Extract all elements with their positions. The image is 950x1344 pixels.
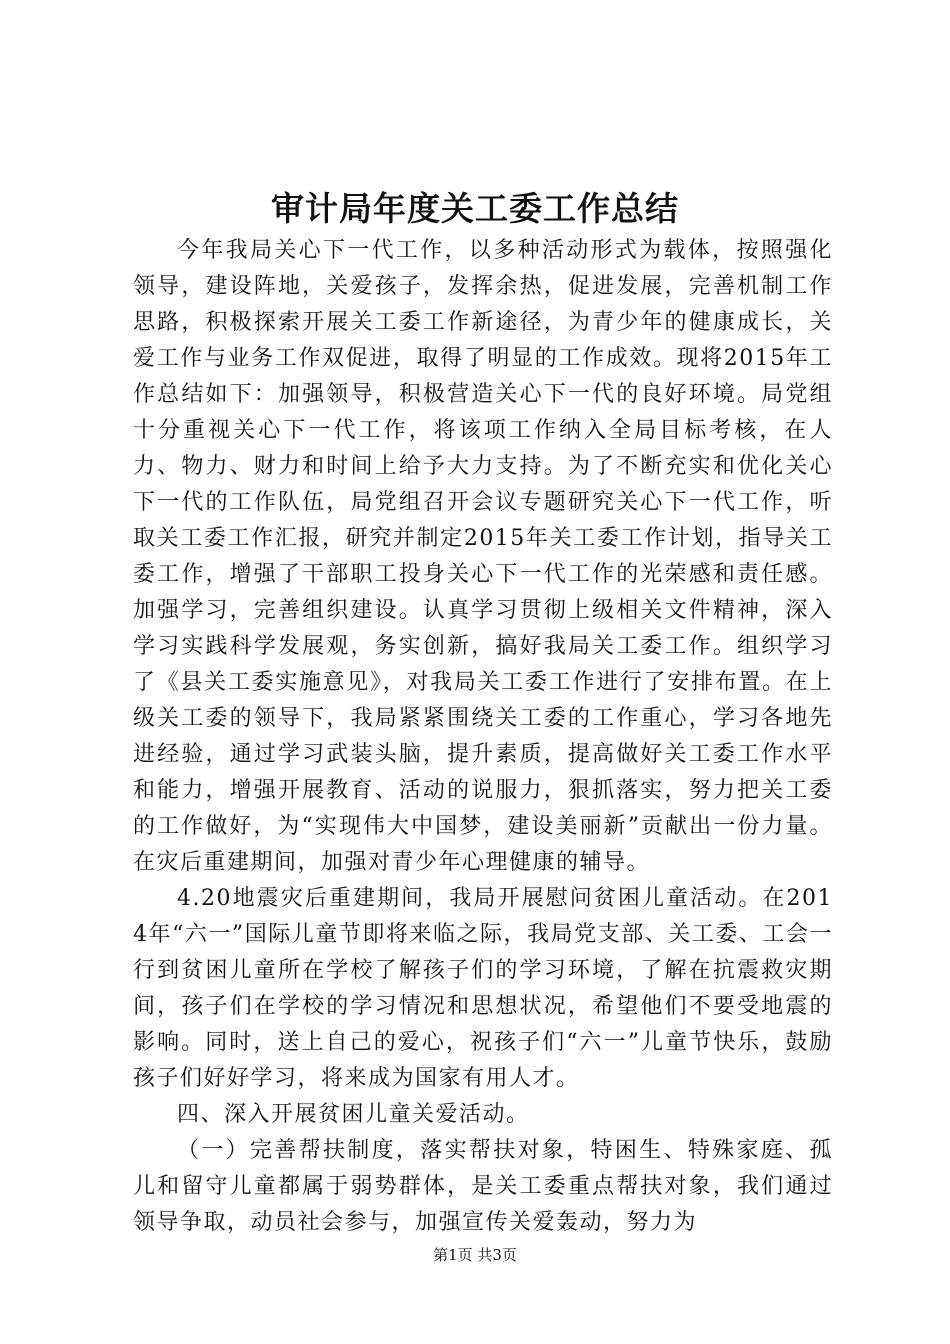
document-title: 审计局年度关工委工作总结 xyxy=(271,189,679,228)
document-body xyxy=(133,233,833,1241)
paragraph-summary-intro: 今年我局关心下一代工作，以多种活动形式为载体，按照强化领导，建设阵地，关爱孩子，发挥余热，促进发展，完善机制工作思路，积极探索开展关工委工作新途径，为青少年的健康成长，关爱工作与业务工作双促进，取得了明显的工作成效。现将2015年工作总结如下：加强领导，积极营造关心下一代的良好环境。局党组十分重视关心下一代工作，将该项工作纳入全局目标考核，在人力、物力、财力和时间上给予大力支持。为了不断充实和优化关心下一代的工作队伍，局党组召开会议专题研究关心下一代工作，听取关工委工作汇报，研究并制定2015年关工委工作计划，指导关工委工作，增强了干部职工投身关心下一代工作的光荣感和责任感。加强学习，完善组织建设。认真学习贯彻上级相关文件精神，深入学习实践科学发展观，务实创新，搞好我局关工委工作。组织学习了《县关工委实施意见》，对我局关工委工作进行了安排布置。在上级关工委的领导下，我局紧紧围绕关工委的工作重心，学习各地先进经验，通过学习武装头脑，提升素质，提高做好关工委工作水平和能力，增强开展教育、活动的说服力，狠抓落实，努力把关工委的工作做好，为“实现伟大中国梦，建设美丽新”贡献出一份力量。在灾后重建期间，加强对青少年心理健康的辅导。 xyxy=(133,238,833,875)
page-number-footer: 第1页 共3页 xyxy=(433,1246,517,1264)
paragraph-assistance-system: （一）完善帮扶制度，落实帮扶对象，特困生、特殊家庭、孤儿和留守儿童都属于弱势群体，是关工委重点帮扶对象，我们通过领导争取，动员社会参与，加强宣传关爱轰动，努力为 xyxy=(133,1138,833,1235)
paragraph-earthquake-visit: 4.20地震灾后重建期间，我局开展慰问贫困儿童活动。在2014年“六一”国际儿童节即将来临之际，我局党支部、关工委、工会一行到贫困儿童所在学校了解孩子们的学习环境，了解在抗震救灾期间，孩子们在学校的学习情况和思想状况，希望他们不要受地震的影响。同时，送上自己的爱心，祝孩子们“六一”儿童节快乐，鼓励孩子们好好学习，将来成为国家有用人才。 xyxy=(133,886,833,1091)
paragraph-section-heading: 四、深入开展贫困儿童关爱活动。 xyxy=(177,1102,530,1127)
